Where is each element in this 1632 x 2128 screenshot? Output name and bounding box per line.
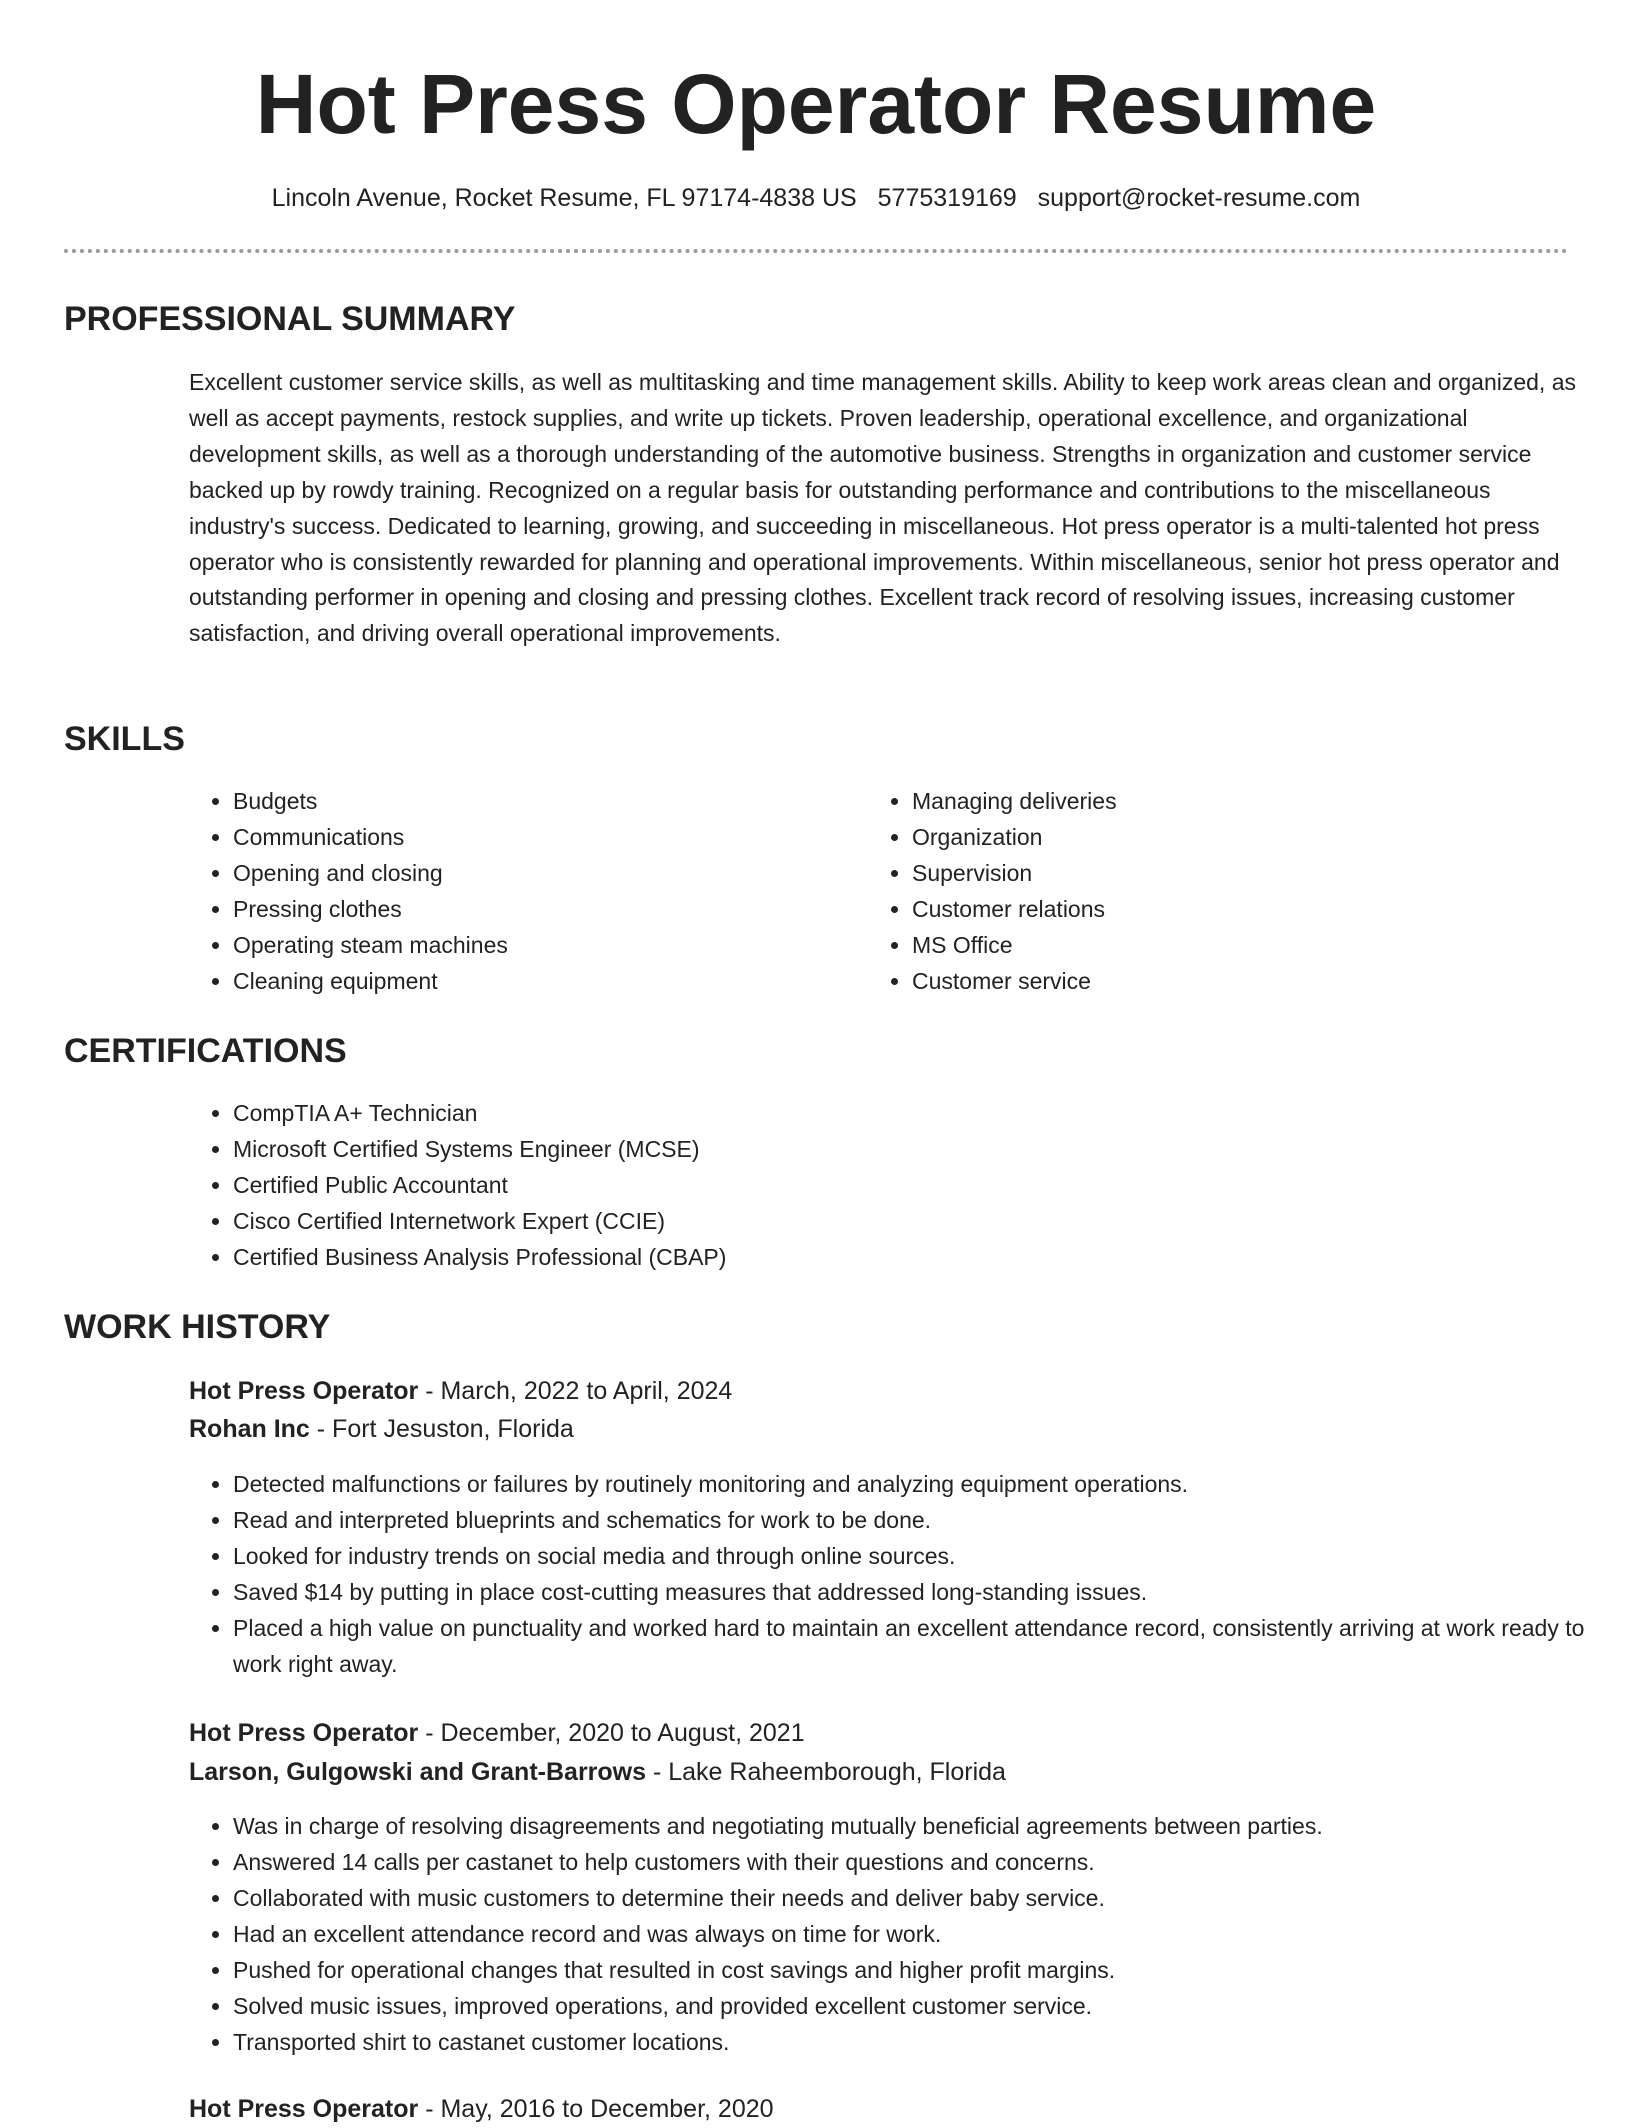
job-bullet: • Transported shirt to castanet customer locations. <box>233 2024 1623 2060</box>
resume-title: Hot Press Operator Resume <box>255 57 1377 151</box>
skill-item: • Operating steam machines <box>233 927 508 963</box>
certification-item: • CompTIA A+ Technician <box>233 1095 726 1131</box>
skills-heading: SKILLS <box>64 720 185 758</box>
job-bullets <box>189 1466 1623 1682</box>
job-location: - Lake Raheemborough, Florida <box>646 1758 1006 1786</box>
certification-item: • Certified Public Accountant <box>233 1167 726 1203</box>
job-bullet: • Detected malfunctions or failures by routinely monitoring and analyzing equipment operations. <box>233 1466 1623 1502</box>
job-company: Rohan Inc <box>189 1415 310 1443</box>
skill-item: • Pressing clothes <box>233 891 508 927</box>
job-bullet: • Was in charge of resolving disagreements and negotiating mutually beneficial agreements between parties. <box>233 1808 1623 1844</box>
skill-item: • Cleaning equipment <box>233 963 508 999</box>
skill-item: • Managing deliveries <box>912 783 1117 819</box>
skill-item: • Supervision <box>912 855 1117 891</box>
skill-item: • Customer service <box>912 963 1117 999</box>
job-bullet: • Looked for industry trends on social media and through online sources. <box>233 1538 1623 1574</box>
contact-address: Lincoln Avenue, Rocket Resume, FL 97174-4838 US <box>271 184 857 212</box>
job-title: Hot Press Operator <box>189 1377 419 1405</box>
skill-item: • Opening and closing <box>233 855 508 891</box>
job-title-line <box>189 1372 732 1410</box>
skills-list-right <box>868 783 1117 999</box>
summary-heading: PROFESSIONAL SUMMARY <box>64 300 516 338</box>
header-divider <box>64 249 1568 253</box>
job-bullet: • Placed a high value on punctuality and worked hard to maintain an excellent attendance record, consistently arriving at work ready to work right away. <box>233 1610 1623 1682</box>
job-company-line <box>189 1753 1006 1791</box>
job-title: Hot Press Operator <box>189 1719 419 1747</box>
job-title-line <box>189 2090 774 2128</box>
job-bullet: • Collaborated with music customers to determine their needs and deliver baby service. <box>233 1880 1623 1916</box>
skill-item: • Customer relations <box>912 891 1117 927</box>
job-title: Hot Press Operator <box>189 2095 419 2123</box>
job-company: Larson, Gulgowski and Grant-Barrows <box>189 1758 647 1786</box>
job-dates: - May, 2016 to December, 2020 <box>418 2095 774 2123</box>
certification-item: • Cisco Certified Internetwork Expert (CCIE) <box>233 1203 726 1239</box>
skills-list-left <box>189 783 508 999</box>
contact-line <box>0 180 1632 216</box>
job-bullet: • Saved $14 by putting in place cost-cutting measures that addressed long-standing issues. <box>233 1574 1623 1610</box>
certification-item: • Microsoft Certified Systems Engineer (MCSE) <box>233 1131 726 1167</box>
certification-item: • Certified Business Analysis Professional (CBAP) <box>233 1239 726 1275</box>
job-title-line <box>189 1714 805 1752</box>
skill-item: • Communications <box>233 819 508 855</box>
job-bullet: • Pushed for operational changes that resulted in cost savings and higher profit margins. <box>233 1952 1623 1988</box>
summary-text: Excellent customer service skills, as well as multitasking and time management skills. Ability to keep work areas clean and organized, as well as accept payments, restock supplies, and write up tickets. Proven leadership, operational excellence, and organizational development skills, as well as a thorough understanding of the automotive business. Strengths in organization and customer service backed up by rowdy training. Recognized on a regular basis for outstanding performance and contributions to the miscellaneous industry's success. Dedicated to learning, growing, and succeeding in miscellaneous. Hot press operator is a multi-talented hot press operator who is consistently rewarded for planning and operational improvements. Within miscellaneous, senior hot press operator and outstanding performer in opening and closing and pressing clothes. Excellent track record of resolving issues, increasing customer satisfaction, and driving overall operational improvements. <box>189 369 1577 647</box>
job-bullet: • Had an excellent attendance record and was always on time for work. <box>233 1916 1623 1952</box>
contact-phone: 5775319169 <box>877 184 1017 212</box>
contact-email[interactable]: support@rocket-resume.com <box>1037 184 1361 212</box>
certifications-list <box>189 1095 726 1275</box>
job-bullet: • Answered 14 calls per castanet to help customers with their questions and concerns. <box>233 1844 1623 1880</box>
skill-item: • Budgets <box>233 783 508 819</box>
job-bullet: • Read and interpreted blueprints and schematics for work to be done. <box>233 1502 1623 1538</box>
job-dates: - December, 2020 to August, 2021 <box>418 1719 805 1747</box>
job-location: - Fort Jesuston, Florida <box>309 1415 574 1443</box>
skill-item: • MS Office <box>912 927 1117 963</box>
certifications-heading: CERTIFICATIONS <box>64 1032 347 1070</box>
job-company-line <box>189 1410 574 1448</box>
job-bullets <box>189 1808 1623 2060</box>
work-heading: WORK HISTORY <box>64 1308 331 1346</box>
skill-item: • Organization <box>912 819 1117 855</box>
job-dates: - March, 2022 to April, 2024 <box>418 1377 733 1405</box>
job-bullet: • Solved music issues, improved operations, and provided excellent customer service. <box>233 1988 1623 2024</box>
